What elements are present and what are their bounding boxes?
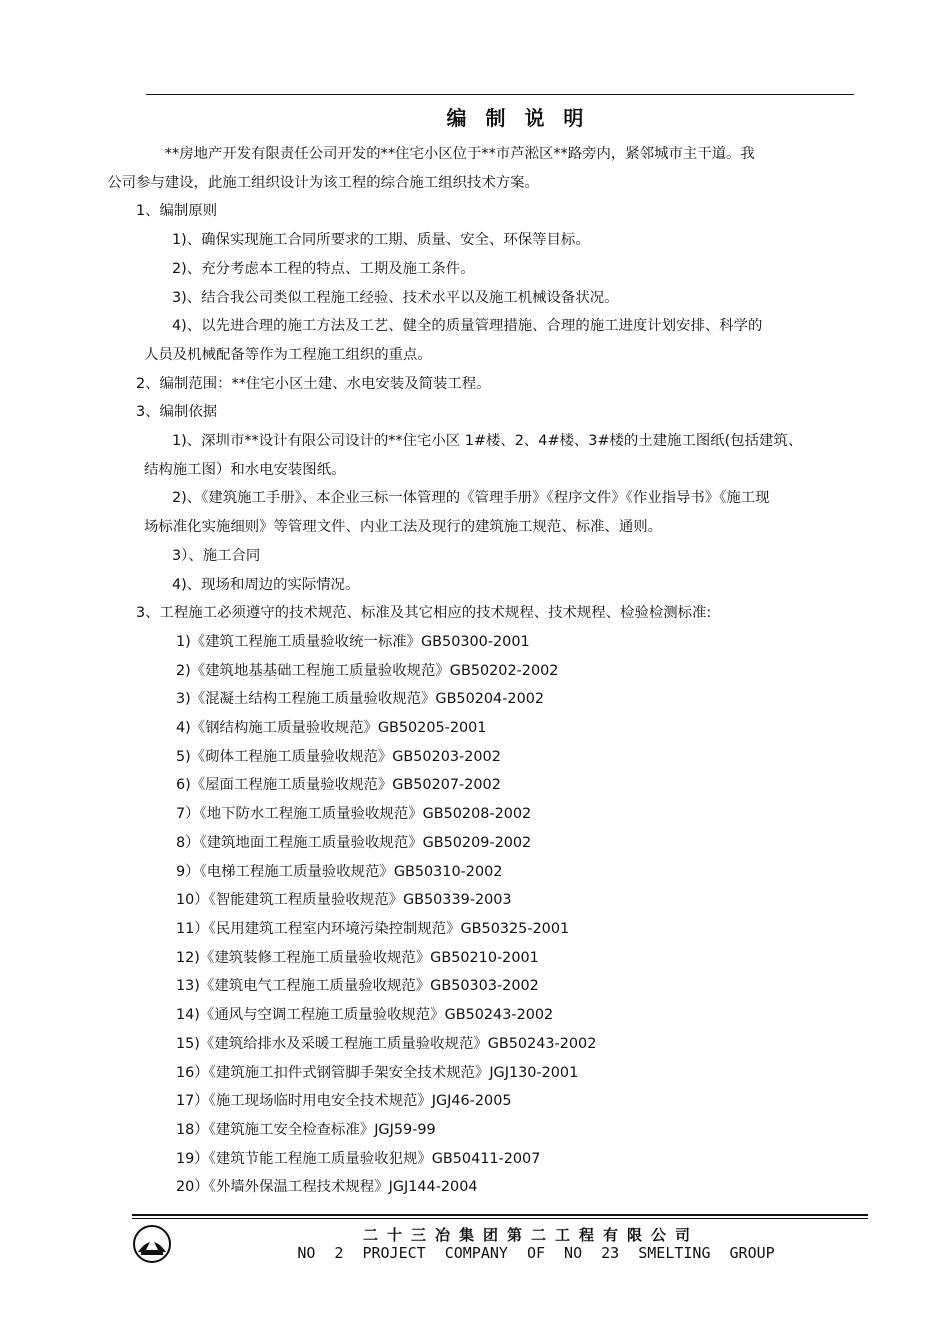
standard-item: 10）《智能建筑工程质量验收规范》GB50339-2003 (176, 892, 512, 909)
section3-heading: 3、编制依据 (136, 404, 218, 421)
section3-item-3: 3）、施工合同 (172, 547, 261, 564)
company-logo-icon (132, 1224, 172, 1264)
section3-item-2-line-1: 2)、《建筑施工手册》、本企业三标一体管理的《管理手册》《程序文件》《作业指导书》《施工现 (172, 490, 770, 507)
intro-line-1: **房地产开发有限责任公司开发的**住宅小区位于**市芦淞区**路旁内，紧邻城市主干道。我 (164, 146, 755, 162)
standard-item: 17）《施工现场临时用电安全技术规范》JGJ46-2005 (176, 1093, 512, 1110)
standard-item: 11）《民用建筑工程室内环境污染控制规范》GB50325-2001 (176, 920, 570, 937)
section3-item-2 (136, 484, 862, 541)
footer-company-cn: 二十三冶集团第二工程有限公司 (362, 1226, 699, 1244)
standard-item: 15)《建筑给排水及采暖工程施工质量验收规范》GB50243-2002 (176, 1035, 597, 1052)
standard-item: 1)《建筑工程施工质量验收统一标准》GB50300-2001 (176, 633, 530, 650)
standard-item: 8）《建筑地面工程施工质量验收规范》GB50209-2002 (176, 834, 532, 851)
section3-item-1 (136, 427, 862, 484)
standard-item: 6)《屋面工程施工质量验收规范》GB50207-2002 (176, 777, 501, 794)
standard-item: 19）《建筑节能工程施工质量验收犯规》GB50411-2007 (176, 1150, 541, 1167)
standard-item: 2)《建筑地基基础工程施工质量验收规范》GB50202-2002 (176, 662, 559, 679)
footer-rule-thin (132, 1218, 868, 1219)
standard-item: 3)《混凝土结构工程施工质量验收规范》GB50204-2002 (176, 691, 545, 708)
standard-item: 16）《建筑施工扣件式钢管脚手架安全技术规范》JGJ130-2001 (176, 1064, 579, 1081)
footer-rule (132, 1214, 868, 1216)
intro-paragraph (107, 140, 862, 197)
standard-item: 9）《电梯工程施工质量验收规范》GB50310-2002 (176, 863, 503, 880)
standard-item: 14)《通风与空调工程施工质量验收规范》GB50243-2002 (176, 1007, 554, 1024)
standard-item: 20）《外墙外保温工程技术规程》JGJ144-2004 (176, 1179, 478, 1196)
standard-item: 5)《砌体工程施工质量验收规范》GB50203-2002 (176, 748, 501, 765)
section1-item-4 (136, 312, 862, 369)
section4-heading: 3、工程施工必须遵守的技术规范、标准及其它相应的技术规程、技术规程、检验检测标准: (136, 605, 712, 622)
section1-item-4-line-2: 人员及机械配备等作为工程施工组织的重点。 (144, 346, 432, 363)
standard-item: 4)《钢结构施工质量验收规范》GB50205-2001 (176, 720, 487, 737)
intro-line-2: 公司参与建设，此施工组织设计为该工程的综合施工组织技术方案。 (107, 174, 539, 191)
standard-item: 7）《地下防水工程施工质量验收规范》GB50208-2002 (176, 806, 532, 823)
section1-item-3: 3)、结合我公司类似工程施工经验、技术水平以及施工机械设备状况。 (172, 289, 619, 306)
section2-heading: 2、编制范围：**住宅小区土建、水电安装及简装工程。 (136, 375, 491, 392)
standard-item: 13)《建筑电气工程施工质量验收规范》GB50303-2002 (176, 978, 539, 995)
standard-item: 12)《建筑装修工程施工质量验收规范》GB50210-2001 (176, 949, 539, 966)
footer-company-en: NO 2 PROJECT COMPANY OF NO 23 SMELTING GROUP (297, 1244, 775, 1262)
section1-item-2: 2)、充分考虑本工程的特点、工期及施工条件。 (172, 260, 475, 277)
section3-item-4: 4)、现场和周边的实际情况。 (172, 576, 360, 593)
section3-item-1-line-2: 结构施工图）和水电安装图纸。 (144, 461, 346, 478)
standard-item: 18）《建筑施工安全检查标准》JGJ59-99 (176, 1121, 436, 1138)
header-rule (146, 94, 854, 95)
section1-item-1: 1)、确保实现施工合同所要求的工期、质量、安全、环保等目标。 (172, 232, 590, 249)
document-body (107, 140, 862, 1202)
section1-item-4-line-1: 4)、以先进合理的施工方法及工艺、健全的质量管理措施、合理的施工进度计划安排、科学的 (172, 318, 763, 335)
section1-heading: 1、编制原则 (136, 203, 218, 220)
section3-item-2-line-2: 场标准化实施细则》等管理文件、内业工法及现行的建筑施工规范、标准、通则。 (144, 519, 663, 536)
section3-item-1-line-1: 1)、深圳市**设计有限公司设计的**住宅小区 1#楼、2、4#楼、3#楼的土建施工图纸(包括建筑、 (172, 433, 803, 450)
document-title: 编 制 说 明 (446, 106, 590, 130)
